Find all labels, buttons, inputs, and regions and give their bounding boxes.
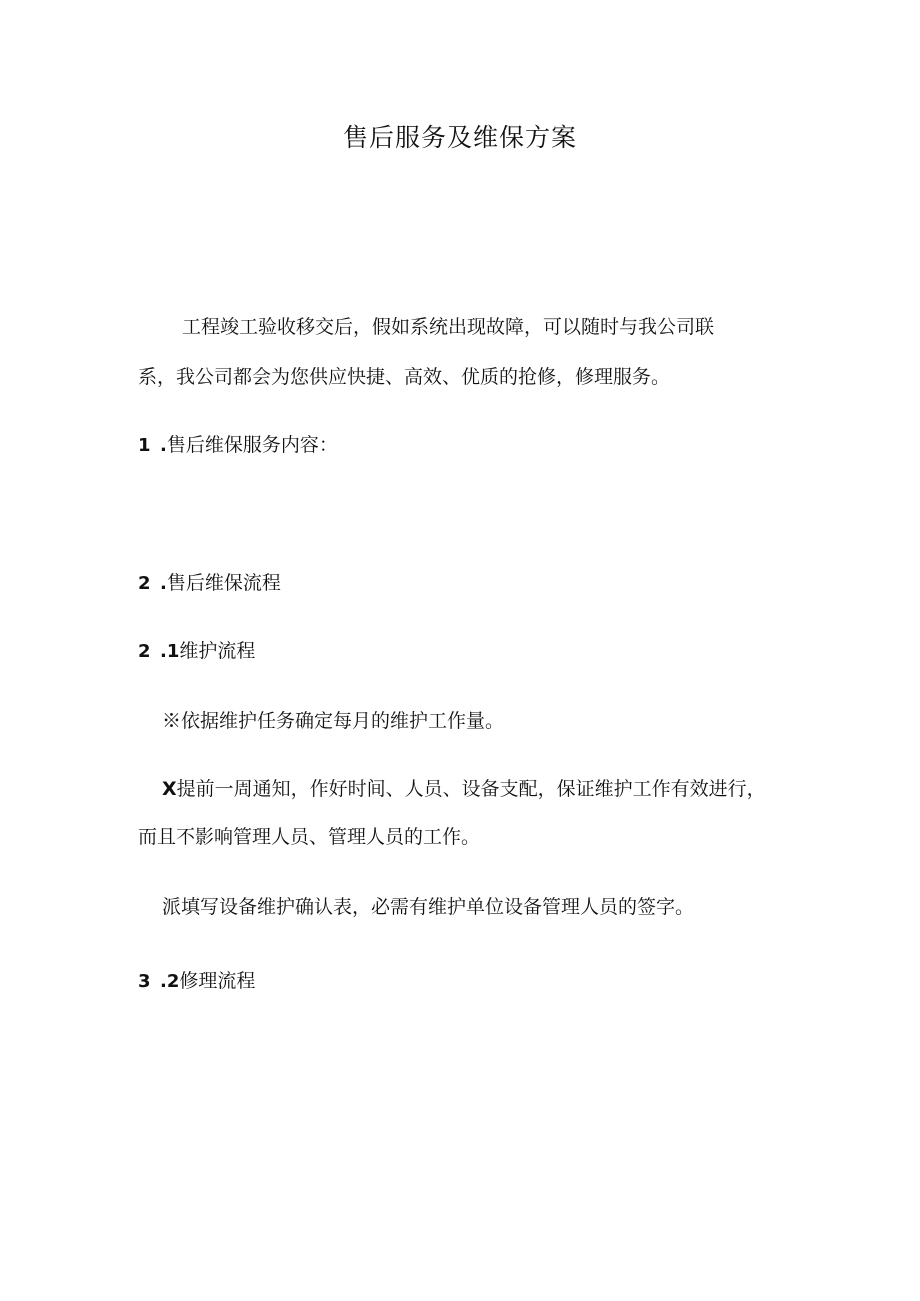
subsection-heading-2-1 — [138, 638, 255, 665]
section-number: 2 — [138, 641, 151, 662]
bullet-item-2-text: 提前一周通知，作好时间、人员、设备支配，保证维护工作有效进行， — [176, 778, 766, 800]
bullet-item-2-line-2: 而且不影响管理人员、管理人员的工作。 — [138, 826, 481, 848]
section-number-dot: . — [160, 435, 167, 456]
section-number: 3 — [138, 971, 151, 992]
section-number-suffix: .1 — [160, 641, 180, 662]
document-title: 售后服务及维保方案 — [342, 123, 577, 152]
section-heading-text: 售后维保流程 — [166, 572, 281, 594]
section-number-suffix: .2 — [160, 971, 180, 992]
subsection-heading-3-2 — [138, 968, 255, 995]
intro-paragraph-line-1: 工程竣工验收移交后，假如系统出现故障，可以随时与我公司联 — [182, 316, 715, 338]
section-number-dot: . — [160, 573, 167, 594]
section-heading-2 — [138, 570, 281, 597]
bullet-item-1: ※依据维护任务确定每月的维护工作量。 — [162, 710, 505, 732]
bullet-item-3: 派填写设备维护确认表，必需有维护单位设备管理人员的签字。 — [162, 896, 695, 918]
section-number: 1 — [138, 435, 151, 456]
section-heading-1 — [138, 432, 338, 459]
x-mark-icon: X — [162, 778, 177, 800]
section-heading-text: 售后维保服务内容： — [166, 434, 338, 456]
section-number: 2 — [138, 573, 151, 594]
bullet-item-2-line-1 — [162, 776, 766, 802]
section-heading-text: 维护流程 — [179, 640, 256, 662]
intro-paragraph-line-2: 系，我公司都会为您供应快捷、高效、优质的抢修，修理服务。 — [138, 366, 671, 388]
section-heading-text: 修理流程 — [179, 970, 256, 992]
